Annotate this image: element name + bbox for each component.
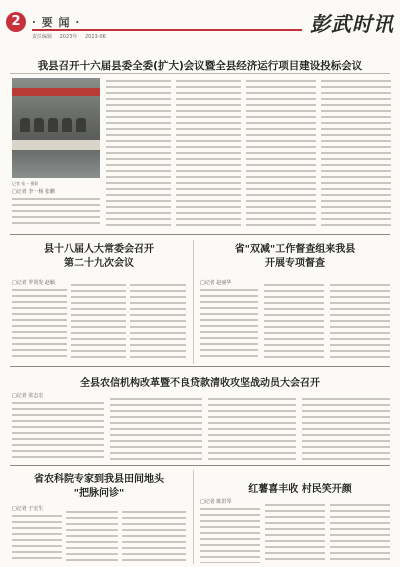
bottom-left-col2: [66, 509, 118, 563]
bottom-right-col1: [200, 506, 260, 563]
photo-figure: [76, 118, 86, 132]
top-body-col3: [176, 78, 241, 228]
meta-date: 2023-06: [84, 34, 106, 40]
photo-figure: [62, 118, 72, 132]
page-header: [6, 6, 394, 46]
mid-left-headline[interactable]: [14, 243, 184, 271]
bottom-left-col3: [122, 509, 186, 563]
lower-byline: □记者 张志宏: [12, 393, 44, 399]
mid-right-col3: [330, 282, 390, 361]
mid-right-headline-line2: 开展专项督查: [265, 258, 325, 269]
mid-left-col2: [71, 282, 126, 361]
top-body-col1: [12, 196, 100, 226]
top-divider: [10, 73, 390, 74]
mid-right-headline-line1: 省"双减"工作督查组来我县: [234, 244, 356, 255]
mid-right-col2: [264, 282, 324, 361]
section-title: · 要 闻 ·: [32, 16, 81, 29]
mid-right-col1: [200, 287, 258, 361]
mid-left-headline-line1: 县十八届人大常委会召开: [44, 244, 154, 255]
page-number: 2: [6, 12, 26, 32]
bottom-right-byline: □记者 陈洪琴: [200, 499, 232, 505]
bottom-left-col1: [12, 513, 62, 563]
lower-col3: [208, 396, 296, 460]
photo-figure: [34, 118, 44, 132]
mid-left-headline-line2: 第二十九次会议: [64, 258, 134, 269]
column-divider: [193, 470, 194, 564]
meeting-photo: [12, 78, 100, 178]
mid-left-col1: [12, 287, 67, 361]
photo-figure: [48, 118, 58, 132]
lower-col1: [12, 400, 104, 460]
column-divider: [193, 240, 194, 364]
top-article-headline[interactable]: 我县召开十六届县委全委(扩大)会议暨全县经济运行项目建设投标会议: [37, 60, 363, 72]
header-rule: [32, 29, 302, 31]
bottom-right-headline[interactable]: 红薯喜丰收 村民笑开颜: [248, 484, 352, 495]
lower-col2: [110, 396, 202, 460]
top-byline: □记者 李一杨 张鹏: [12, 189, 55, 195]
masthead-logo: 彭武时讯: [310, 12, 394, 36]
mid-left-byline: □记者 罗贤发 赵颖: [12, 280, 55, 286]
bottom-left-byline: □记者 于宏生: [12, 506, 44, 512]
photo-banner: [12, 88, 100, 96]
bottom-left-headline[interactable]: [14, 473, 184, 501]
lower-headline[interactable]: 全县农信机构改革暨不良贷款清收攻坚战动员大会召开: [80, 378, 320, 389]
header-meta: [32, 33, 112, 40]
section-divider: [10, 366, 390, 367]
top-body-col4: [246, 78, 316, 228]
meta-year: 2023年: [59, 34, 78, 40]
photo-figure: [20, 118, 30, 132]
bottom-right-col2: [265, 502, 325, 563]
photo-caption: 记者 张一 摄影: [12, 181, 39, 186]
meta-editor: 责任编辑: [32, 34, 53, 40]
bottom-left-headline-line1: 省农科院专家到我县田间地头: [34, 474, 164, 485]
top-body-col5: [321, 78, 391, 228]
section-divider: [10, 234, 390, 235]
bottom-right-col3: [330, 502, 390, 563]
section-divider: [10, 465, 390, 466]
photo-table: [12, 140, 100, 150]
mid-right-headline[interactable]: [200, 243, 390, 271]
bottom-left-headline-line2: "把脉问诊": [73, 488, 125, 499]
top-body-col2: [106, 78, 171, 228]
mid-right-byline: □记者 赵丽华: [200, 280, 232, 286]
mid-left-col3: [130, 282, 186, 361]
lower-col4: [302, 396, 390, 460]
